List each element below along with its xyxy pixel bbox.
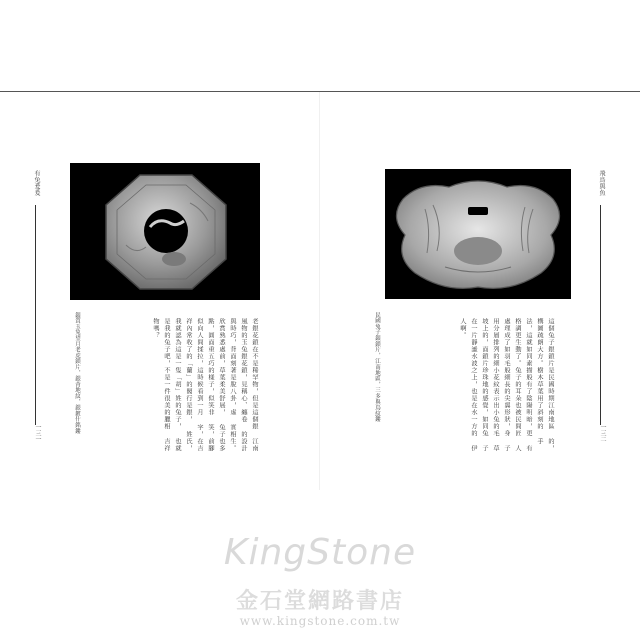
body-column: 江南風物的玉兔銀花鎖，見稱心、纏卷 xyxy=(240,318,258,452)
page-gutter xyxy=(319,92,320,490)
kingstone-url-watermark: www.kingstone.com.tw xyxy=(239,614,401,628)
body-column: 子用分層排列的細小花紋表示出小兔的毛 xyxy=(492,318,510,452)
caption-right: 民國兔子銀鎖片，江南地區，三多與鳥紋鏤 xyxy=(374,312,380,423)
body-column: 人處理成了如羽毛般細長的尖翼形狀，身 xyxy=(503,318,521,452)
caption-left: 銀質玉兔望月老虎鎖片，銀背地紋，銀鍍什銘鏤 xyxy=(74,312,80,434)
body-text-left xyxy=(148,318,260,458)
photo-ruyi-lock xyxy=(385,169,571,299)
body-column: 姓氏，我就認為這是一隻「胡」姓的兔子， xyxy=(174,318,192,452)
photo-octagonal-lock xyxy=(70,163,260,300)
body-column: 老銀花鎖在不是稀罕物，但是這個銀 xyxy=(251,318,258,430)
ruyi-silver-lock-image xyxy=(385,169,571,299)
body-column: 實相生。欣賞熟悉處前，草葉柔美舒展， xyxy=(218,318,236,452)
body-column: 的設計與時巧，背面刻著是脫八卦，虛 xyxy=(229,318,247,452)
body-column: 伊人啊。 xyxy=(459,318,477,452)
side-rule-right xyxy=(600,205,601,425)
body-column: 子在一片靜謐水波之上，也是在水一方的 xyxy=(470,318,488,452)
kingstone-logo-watermark: KingStone xyxy=(223,532,417,573)
side-rule-left xyxy=(35,205,36,425)
body-column: 兔子也多點，圓面重五巧的樣子，似笑非 xyxy=(207,318,225,452)
section-title-left: 有兔爰爰 xyxy=(33,170,40,196)
section-title-right: 飛鳥與魚 xyxy=(598,170,605,196)
body-column: 笑，前腳似向人間揉拉，這時候看到一月 xyxy=(196,318,214,452)
octagonal-silver-lock-image xyxy=(70,163,260,300)
body-column: 字，在吉祥內常收了的「蘭」的閣行是銀， xyxy=(185,318,203,452)
body-column: 這個兔子銀鎖片是民國時期江南地區 xyxy=(547,318,554,430)
body-column: 也就是我的兔子吧，不是一件很美的臘相 xyxy=(163,318,181,452)
page-number-right: 一三二 xyxy=(599,424,606,442)
body-column: 有格調更生動了。兔子的耳朵也被民間匠 xyxy=(514,318,532,452)
body-column: 草坡上的，面鎖片珍珠地的感覺，如同兔 xyxy=(481,318,499,452)
kingstone-chinese-watermark: 金石堂網路書店 xyxy=(235,588,404,614)
body-column: 吉祥物嗎？ xyxy=(152,318,170,452)
body-column: 的，構圖疏朗大方。樹木草葉用了斜刻的 xyxy=(536,318,554,452)
body-text-right xyxy=(452,318,556,458)
body-column: 手法，這就如同素描般有了陰陽明暗，更 xyxy=(525,318,543,445)
page-number-left: 一三一 xyxy=(34,424,41,442)
top-rule xyxy=(0,91,640,92)
